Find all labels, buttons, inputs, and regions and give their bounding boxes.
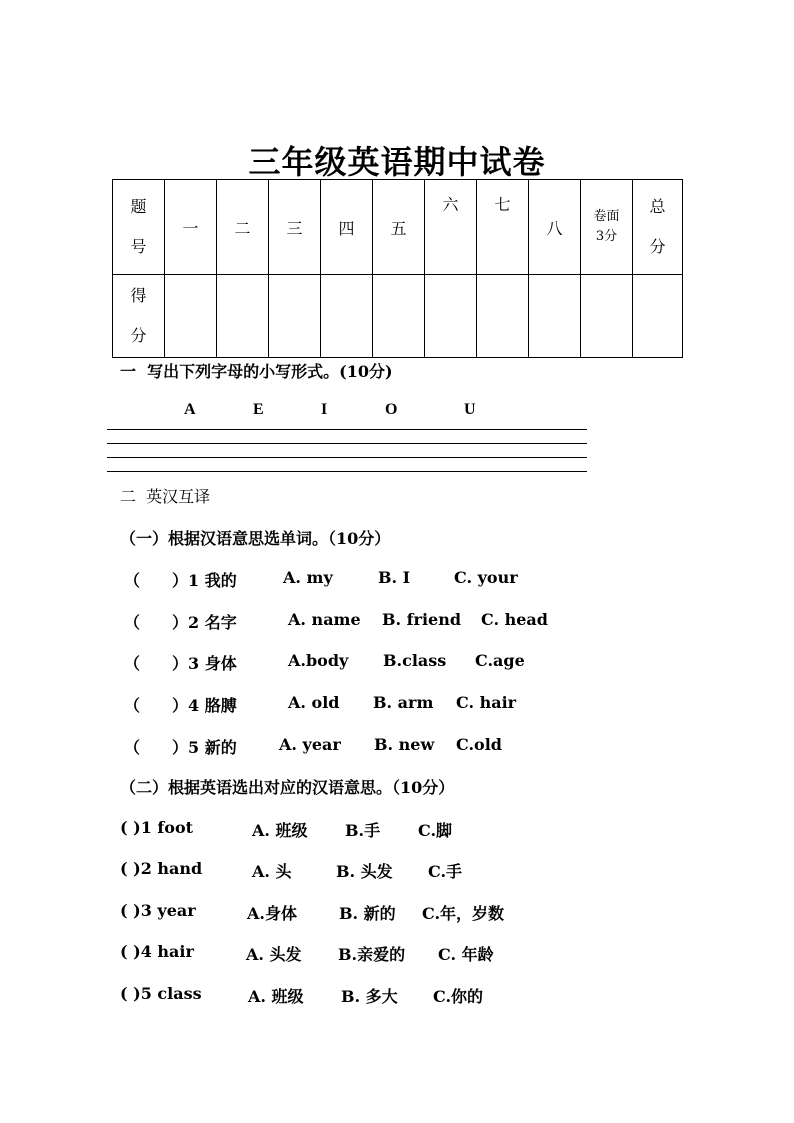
option-a: A. 班级 [252,821,308,840]
score-cell[interactable] [633,275,683,358]
section1-heading: 一 写出下列字母的小写形式。(10分) [120,362,393,381]
header-cell-2: 二 [217,180,269,275]
option-b: B. new [374,735,435,754]
score-cell[interactable] [529,275,581,358]
option-b: B.亲爱的 [338,945,406,964]
question-number: （ ）2 名字 [124,613,237,632]
option-b: B. 头发 [336,862,393,881]
section2-heading: 二 英汉互译 [120,487,211,506]
option-a: A. 头发 [246,945,302,964]
header-cell-total [633,180,683,275]
score-table-score-row [113,275,683,358]
score-cell[interactable] [425,275,477,358]
option-a: A. 头 [252,862,292,881]
score-cell[interactable] [477,275,529,358]
option-b: B. I [378,568,411,587]
letter-e: E [253,401,264,418]
header-cell-1: 一 [165,180,217,275]
option-c: C.old [456,735,502,754]
question-number: （ ）4 胳膊 [124,696,237,715]
writing-line[interactable] [107,471,587,472]
option-c: C. head [481,610,548,629]
letter-o: O [385,401,398,418]
option-b: B. 新的 [339,904,396,923]
option-a: A.身体 [247,904,297,923]
letter-a: A [184,401,196,418]
option-b: B. arm [373,693,434,712]
writing-line[interactable] [107,443,587,444]
option-b: B.class [383,651,447,670]
header-cell-4: 四 [321,180,373,275]
score-cell[interactable] [269,275,321,358]
option-c: C. 年龄 [438,945,494,964]
part2-heading: （二）根据英语选出对应的汉语意思。（10分） [120,778,455,797]
header-cell-3: 三 [269,180,321,275]
header-cell-7: 七 [477,180,529,275]
score-table-header-row [113,180,683,275]
score-cell[interactable] [581,275,633,358]
option-a: A. 班级 [248,987,304,1006]
option-c: C.年，岁数 [422,904,505,923]
score-cell[interactable] [165,275,217,358]
page-title: 三年级英语期中试卷 [248,143,546,181]
score-cell[interactable] [217,275,269,358]
question-number: （ ）1 我的 [124,571,237,590]
writing-line[interactable] [107,429,587,430]
letter-u: U [464,401,476,418]
header-cell-juanmian [581,180,633,275]
option-a: A. my [283,568,333,587]
question-number: （ ）3 身体 [124,654,237,673]
question-number: ( )5 class [120,984,202,1003]
header-label-total: 总分 [649,197,666,256]
header-label-tihao: 题号 [130,197,147,256]
question-number: （ ）5 新的 [124,738,237,757]
score-cell[interactable] [321,275,373,358]
letter-i: I [321,401,328,418]
header-label-juanmian: 卷面3分 [593,209,620,244]
option-c: C.age [475,651,525,670]
option-a: A.body [288,651,349,670]
header-cell-6: 六 [425,180,477,275]
header-cell-tihao [113,180,165,275]
part1-heading: （一）根据汉语意思选单词。（10分） [120,529,391,548]
score-row-label-cell [113,275,165,358]
writing-line[interactable] [107,457,587,458]
score-table [112,179,683,358]
option-c: C.你的 [433,987,484,1006]
option-c: C.脚 [418,821,453,840]
question-number: ( )4 hair [120,942,194,961]
option-b: B. friend [382,610,462,629]
option-c: C. hair [456,693,517,712]
question-number: ( )1 foot [120,818,194,837]
option-a: A. year [279,735,341,754]
score-row-label: 得分 [130,286,147,345]
option-c: C. your [454,568,518,587]
option-a: A. old [288,693,340,712]
option-b: B.手 [345,821,381,840]
header-cell-5: 五 [373,180,425,275]
score-cell[interactable] [373,275,425,358]
option-a: A. name [288,610,361,629]
option-b: B. 多大 [341,987,398,1006]
header-cell-8: 八 [529,180,581,275]
question-number: ( )2 hand [120,859,203,878]
question-number: ( )3 year [120,901,196,920]
option-c: C.手 [428,862,463,881]
